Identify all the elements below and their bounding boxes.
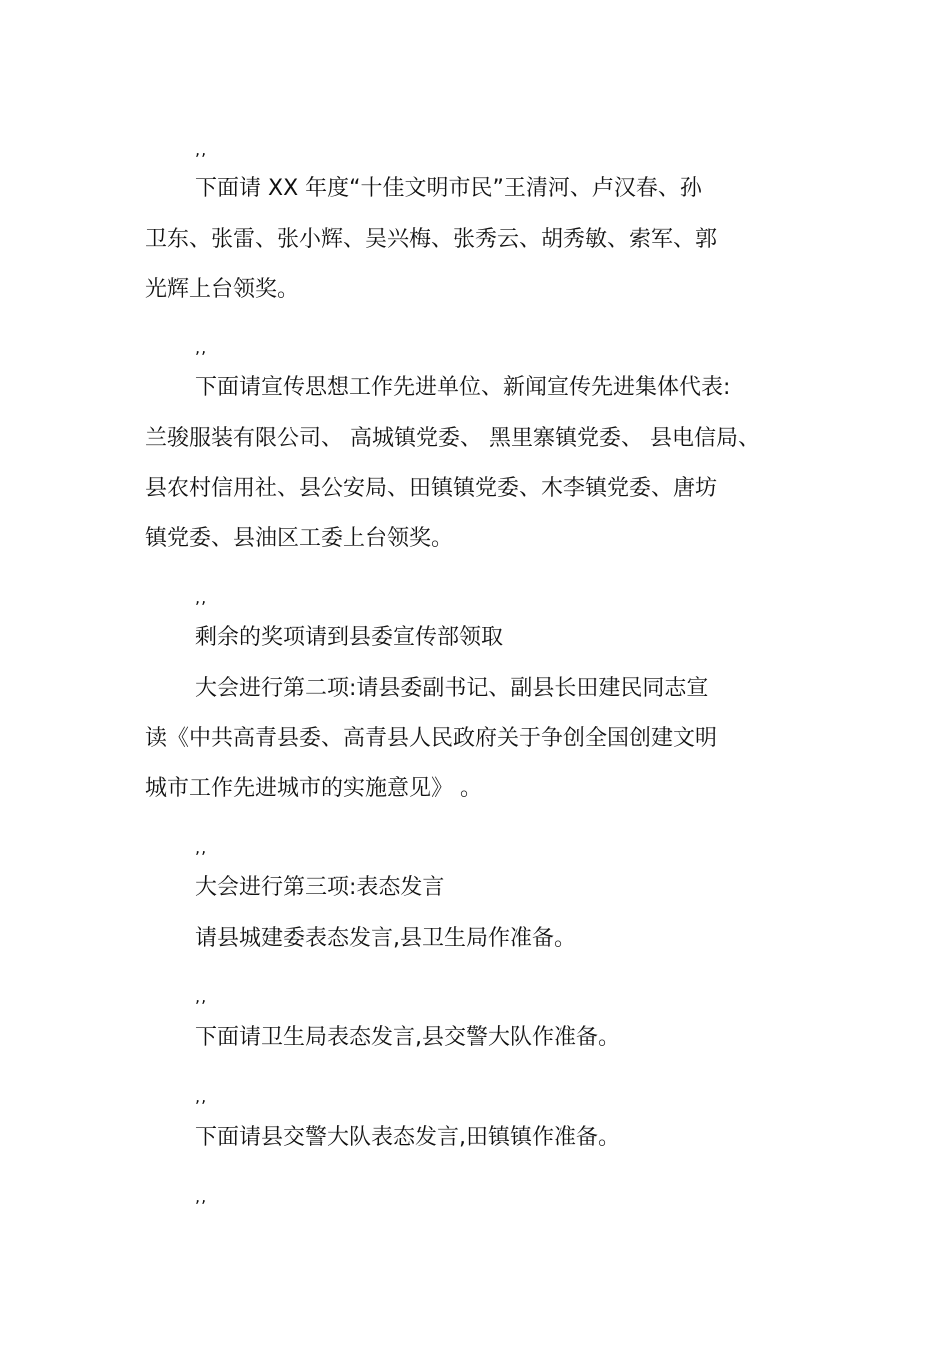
paragraph-line: 读《中共高青县委、高青县人民政府关于争创全国创建文明 [145, 726, 718, 751]
separator-mark: ,, [195, 1187, 208, 1206]
paragraph-line: 城市工作先进城市的实施意见》 。 [145, 776, 482, 801]
paragraph-line: 大会进行第三项:表态发言 [195, 875, 445, 900]
paragraph-line: 剩余的奖项请到县委宣传部领取 [195, 625, 504, 650]
paragraph-line: 大会进行第二项:请县委副书记、副县长田建民同志宣 [195, 676, 709, 701]
paragraph-line: 镇党委、县油区工委上台领奖。 [145, 526, 454, 551]
paragraph-line: 请县城建委表态发言,县卫生局作准备。 [195, 926, 576, 951]
paragraph-line: 兰骏服装有限公司、 高城镇党委、 黑里寨镇党委、 县电信局、 [145, 426, 760, 451]
separator-mark: ,, [195, 838, 208, 857]
separator-mark: ,, [195, 140, 208, 159]
paragraph-line: 下面请卫生局表态发言,县交警大队作准备。 [195, 1025, 620, 1050]
paragraph-line: 下面请宣传思想工作先进单位、新闻宣传先进集体代表: [195, 375, 731, 400]
paragraph-line: 县农村信用社、县公安局、田镇镇党委、木李镇党委、唐坊 [145, 476, 718, 501]
paragraph-line: 下面请 XX 年度“十佳文明市民”王清河、卢汉春、孙 [195, 176, 702, 201]
separator-mark: ,, [195, 338, 208, 357]
paragraph-line: 卫东、张雷、张小辉、吴兴梅、张秀云、胡秀敏、索军、郭 [145, 227, 718, 252]
separator-mark: ,, [195, 588, 208, 607]
separator-mark: ,, [195, 1087, 208, 1106]
paragraph-line: 光辉上台领奖。 [145, 277, 300, 302]
paragraph-line: 下面请县交警大队表态发言,田镇镇作准备。 [195, 1125, 620, 1150]
separator-mark: ,, [195, 987, 208, 1006]
